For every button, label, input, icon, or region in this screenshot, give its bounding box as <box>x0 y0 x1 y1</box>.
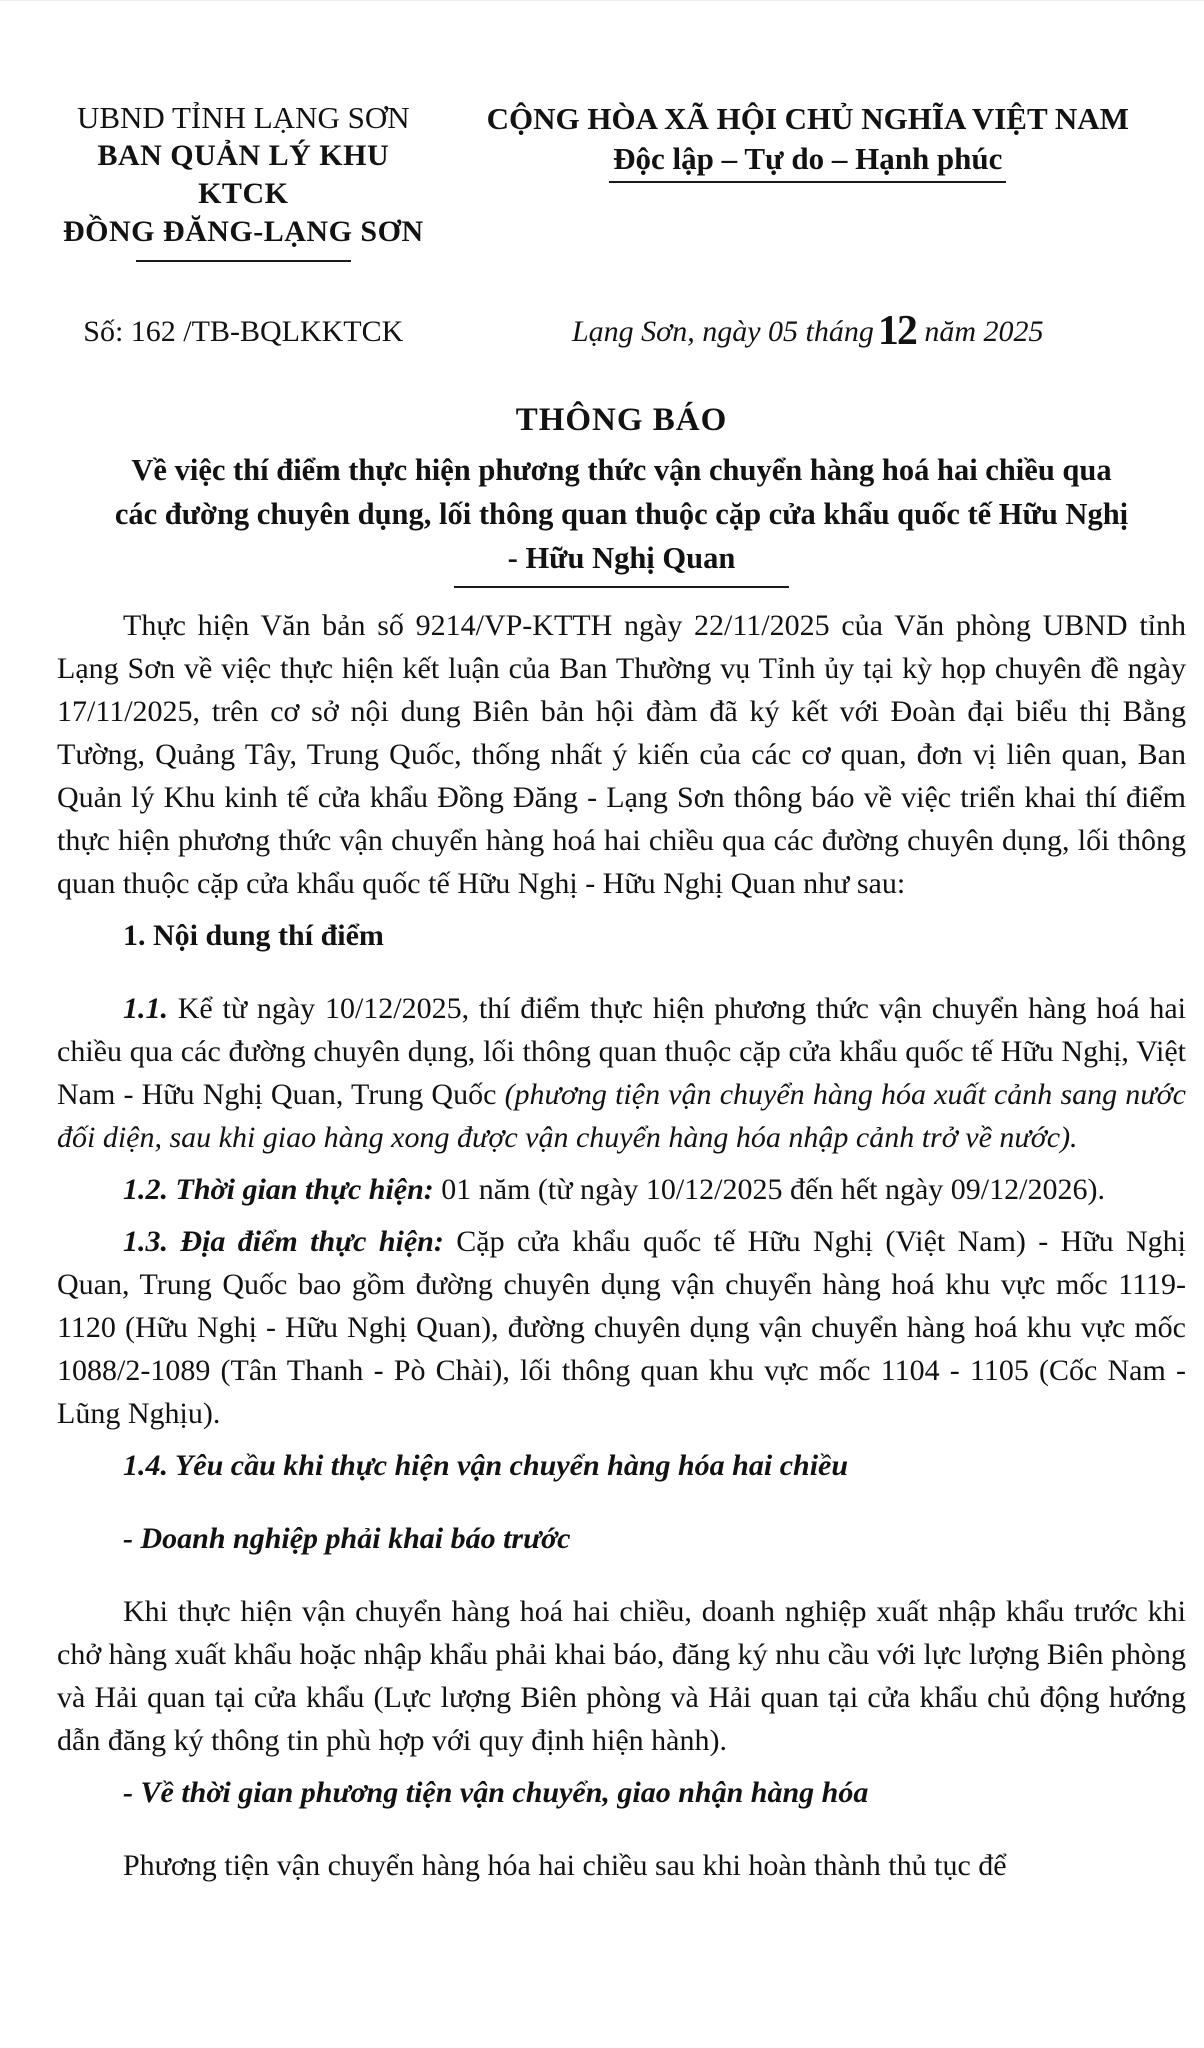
org-name-line1: BAN QUẢN LÝ KHU KTCK <box>97 139 390 210</box>
intro-paragraph: Thực hiện Văn bản số 9214/VP-KTTH ngày 22/11/2025 của Văn phòng UBND tỉnh Lạng Sơn về việc thực hiện kết luận của Ban Thường vụ Tỉnh ủy tại kỳ họp chuyên đề ngày 17/11/2025, trên cơ sở nội dung Biên bản hội đàm đã ký kết với Đoàn đại biểu thị Bằng Tường, Quảng Tây, Trung Quốc, thống nhất ý kiến của các cơ quan, đơn vị liên quan, Ban Quản lý Khu kinh tế cửa khẩu Đồng Đăng - Lạng Sơn thông báo về việc triển khai thí điểm thực hiện phương thức vận chuyển hàng hoá hai chiều qua các đường chuyên dụng, lối thông quan thuộc cặp cửa khẩu quốc tế Hữu Nghị - Hữu Nghị Quan như sau: <box>57 609 1186 900</box>
doc-subject: Về việc thí điểm thực hiện phương thức vận chuyển hàng hoá hai chiều qua các đường chuyên dụng, lối thông quan thuộc cặp cửa khẩu quốc tế Hữu Nghị - Hữu Nghị Quan <box>114 453 1129 575</box>
document-body <box>57 604 1186 1887</box>
section-1-heading: 1. Nội dung thí điểm <box>123 919 384 952</box>
requirement-1-heading: - Doanh nghiệp phải khai báo trước <box>123 1522 571 1555</box>
org-name-line2: ĐỒNG ĐĂNG-LẠNG SƠN <box>62 215 424 248</box>
title-underline <box>454 586 789 588</box>
item-1-4-heading: 1.4. Yêu cầu khi thực hiện vận chuyển hàng hóa hai chiều <box>123 1449 849 1482</box>
document-header <box>57 99 1186 262</box>
requirement-2-heading: - Về thời gian phương tiện vận chuyển, giao nhận hàng hóa <box>123 1776 869 1809</box>
date-suffix: năm 2025 <box>924 315 1044 348</box>
date-prefix: Lạng Sơn, ngày 05 tháng <box>572 315 874 348</box>
requirement-1-paragraph: Khi thực hiện vận chuyển hàng hoá hai chiều, doanh nghiệp xuất nhập khẩu trước khi chở hàng xuất khẩu hoặc nhập khẩu phải khai báo, đăng ký nhu cầu với lực lượng Biên phòng và Hải quan tại cửa khẩu (Lực lượng Biên phòng và Hải quan tại cửa khẩu chủ động hướng dẫn đăng ký thông tin phù hợp với quy định hiện hành). <box>57 1595 1187 1757</box>
org-parent-name: UBND TỈNH LẠNG SƠN <box>76 100 410 135</box>
national-title: CỘNG HÒA XÃ HỘI CHỦ NGHĨA VIỆT NAM <box>486 101 1129 136</box>
item-1-2-lead: 1.2. Thời gian thực hiện: <box>123 1173 434 1206</box>
national-motto: Độc lập – Tự do – Hạnh phúc <box>609 139 1006 183</box>
doc-meta-row <box>57 308 1186 354</box>
item-1-3-paragraph <box>57 1220 1186 1435</box>
doc-date-line <box>430 308 1186 354</box>
org-underline <box>136 260 351 262</box>
item-1-3-lead: 1.3. Địa điểm thực hiện: <box>123 1225 444 1258</box>
item-1-2-text: 01 năm (từ ngày 10/12/2025 đến hết ngày 09/12/2026). <box>433 1173 1105 1206</box>
item-1-2-paragraph <box>57 1168 1186 1211</box>
closing-paragraph: Phương tiện vận chuyển hàng hóa hai chiều sau khi hoàn thành thủ tục để <box>123 1849 1007 1882</box>
doc-number: Số: 162 /TB-BQLKKTCK <box>83 315 404 348</box>
national-motto-block <box>430 99 1186 262</box>
item-1-1-text: Kể từ ngày 10/12/2025, thí điểm thực hiện phương thức vận chuyển hàng hoá hai chiều qua các đường chuyên dụng, lối thông quan thuộc cặp cửa khẩu quốc tế Hữu Nghị, Việt Nam - Hữu Nghị Quan, Trung Quốc <box>57 992 1186 1111</box>
item-1-3-text: Cặp cửa khẩu quốc tế Hữu Nghị (Việt Nam) - Hữu Nghị Quan, Trung Quốc bao gồm đường chuyên dụng vận chuyển hàng hoá khu vực mốc 1119-1120 (Hữu Nghị - Hữu Nghị Quan), đường chuyên dụng vận chuyển hàng hoá khu vực mốc 1088/2-1089 (Tân Thanh - Pò Chài), lối thông quan khu vực mốc 1104 - 1105 (Cốc Nam - Lũng Nghịu). <box>57 1225 1186 1430</box>
doc-type-title: THÔNG BÁO <box>515 402 728 438</box>
date-month-handwritten: 12 <box>877 308 916 354</box>
item-1-1-note: (phương tiện vận chuyển hàng hóa xuất cảnh sang nước đối diện, sau khi giao hàng xong được vận chuyển hàng hóa nhập cảnh trở về nước). <box>57 1078 1186 1154</box>
item-1-1-paragraph <box>57 987 1186 1159</box>
item-1-1-number: 1.1. <box>123 992 168 1025</box>
issuing-org-block <box>57 99 430 262</box>
